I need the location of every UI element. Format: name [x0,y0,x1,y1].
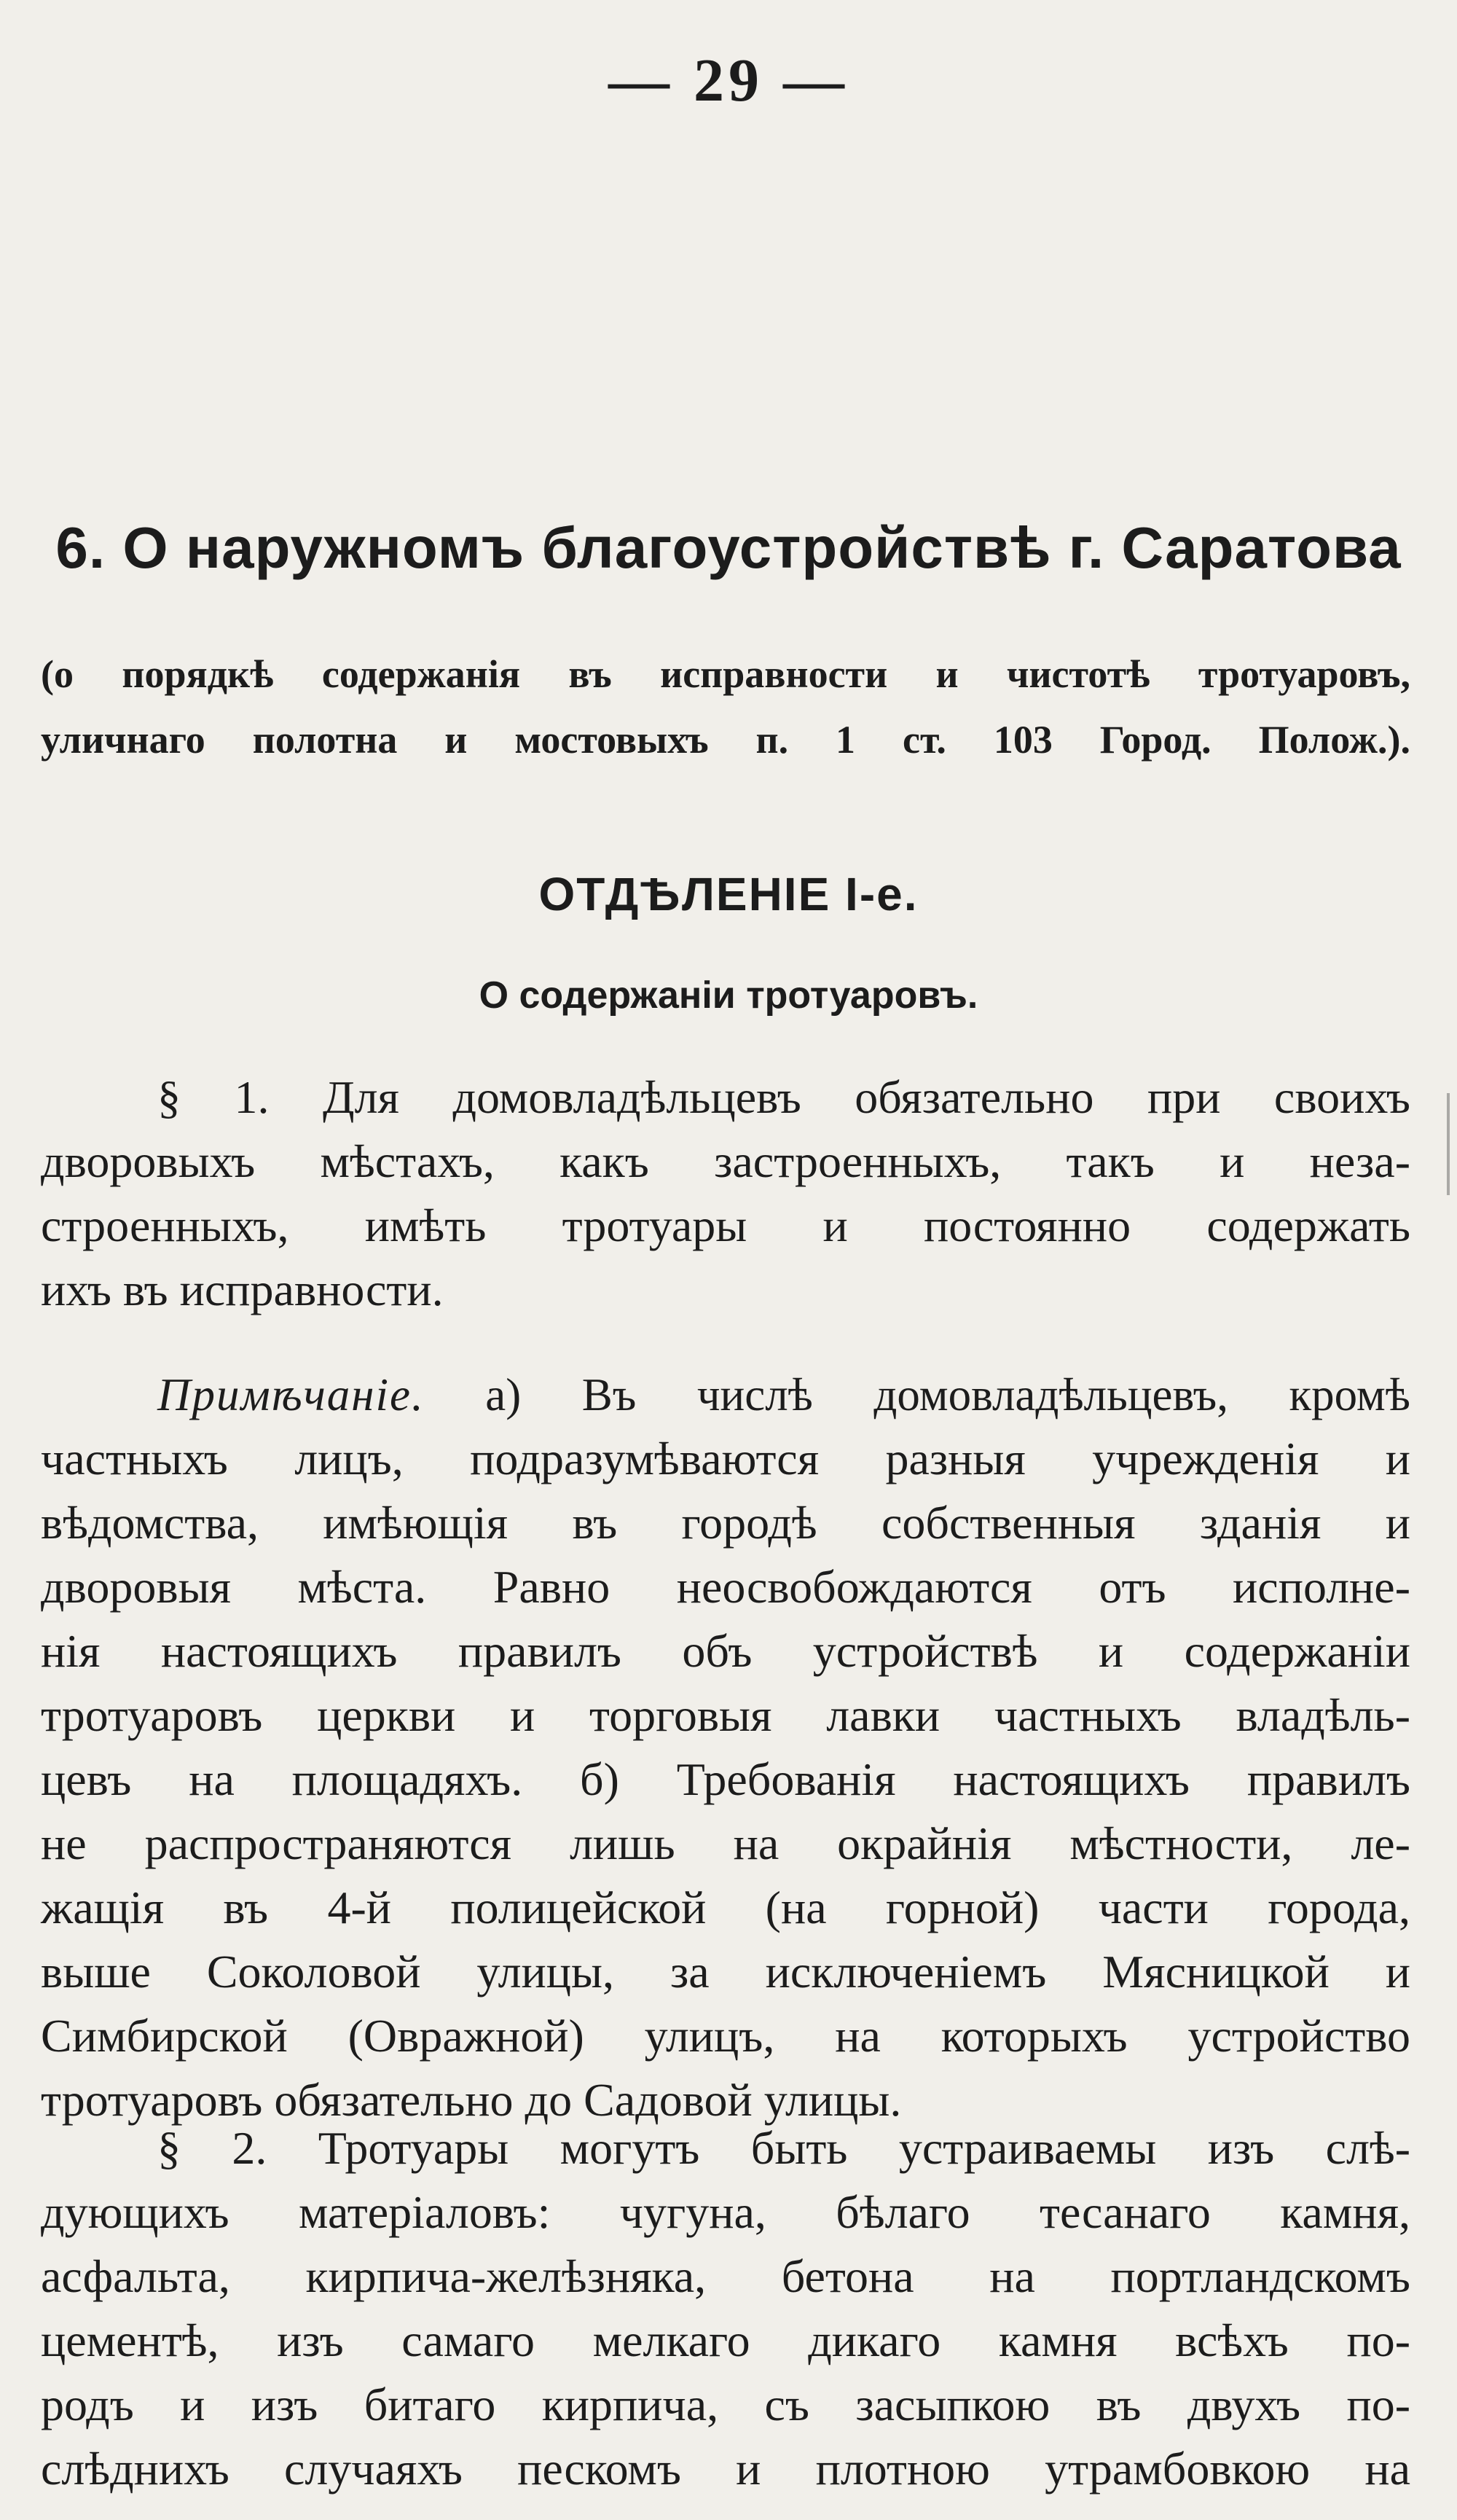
note-label: Примѣчаніе. [157,1369,425,1420]
note-paragraph [41,1363,1410,2132]
paragraph-line: асфальта, кирпича-желѣзняка, бетона на портландскомъ [41,2250,1410,2302]
margin-mark [1447,1093,1450,1195]
department-heading: ОТДѢЛЕНІЕ І-е. [538,868,919,920]
note-line: цевъ на площадяхъ. б) Требованія настоящихъ правилъ [41,1753,1410,1805]
paragraph-line: строенныхъ, имѣть тротуары и постоянно содержать [41,1200,1410,1251]
note-line: не распространяются лишь на окрайнія мѣстности, ле- [41,1817,1410,1869]
paragraph-line: дующихъ матеріаловъ: чугуна, бѣлаго тесанаго камня, [41,2186,1410,2238]
paragraph-line: § 1. Для домовладѣльцевъ обязательно при своихъ [157,1071,1410,1123]
paragraph-line: родъ и изъ битаго кирпича, съ засыпкою въ двухъ по- [41,2379,1410,2430]
paragraph-line: § 2. Тротуары могутъ быть устраиваемы изъ слѣ- [157,2122,1410,2174]
subtitle-line: (о порядкѣ содержанія въ исправности и чистотѣ тротуаровъ, [41,652,1410,696]
paragraph-line: дворовыхъ мѣстахъ, какъ застроенныхъ, такъ и неза- [41,1135,1410,1187]
note-first-line-text: а) Въ числѣ домовладѣльцевъ, кромѣ [485,1369,1410,1420]
note-line: частныхъ лицъ, подразумѣваются разныя учрежденія и [41,1433,1410,1484]
paragraph-line: ихъ въ исправности. [41,1264,444,1315]
department-subheading: О содержаніи тротуаровъ. [479,974,978,1017]
paragraph-1 [41,1065,1410,1322]
page-number: — 29 — [608,47,849,114]
paragraph-line: слѣднихъ случаяхъ пескомъ и плотною утрамбовкою на [41,2443,1410,2494]
section-subtitle [41,641,1410,772]
paragraph-line: цементѣ, изъ самаго мелкаго дикаго камня всѣхъ по- [41,2314,1410,2366]
note-line: нія настоящихъ правилъ объ устройствѣ и содержаніи [41,1625,1410,1677]
note-line: жащія въ 4-й полицейской (на горной) части города, [41,1882,1410,1933]
note-line: тротуаровъ церкви и торговыя лавки частныхъ владѣль- [41,1689,1410,1741]
note-line: дворовыя мѣста. Равно неосвобождаются отъ исполне- [41,1561,1410,1613]
note-first-line [41,1363,1410,1427]
section-title: 6. О наружномъ благоустройствѣ г. Саратова [55,515,1402,580]
note-line: выше Соколовой улицы, за исключеніемъ Мясницкой и [41,1946,1410,1997]
paragraph-2 [41,2116,1410,2501]
subtitle-line: уличнаго полотна и мостовыхъ п. 1 ст. 103 Город. Полож.). [41,718,1410,762]
note-line: Симбирской (Овражной) улицъ, на которыхъ устройство [41,2010,1410,2062]
note-line: тротуаровъ обязательно до Садовой улицы. [41,2074,902,2126]
note-line: вѣдомства, имѣющія въ городѣ собственныя зданія и [41,1497,1410,1549]
